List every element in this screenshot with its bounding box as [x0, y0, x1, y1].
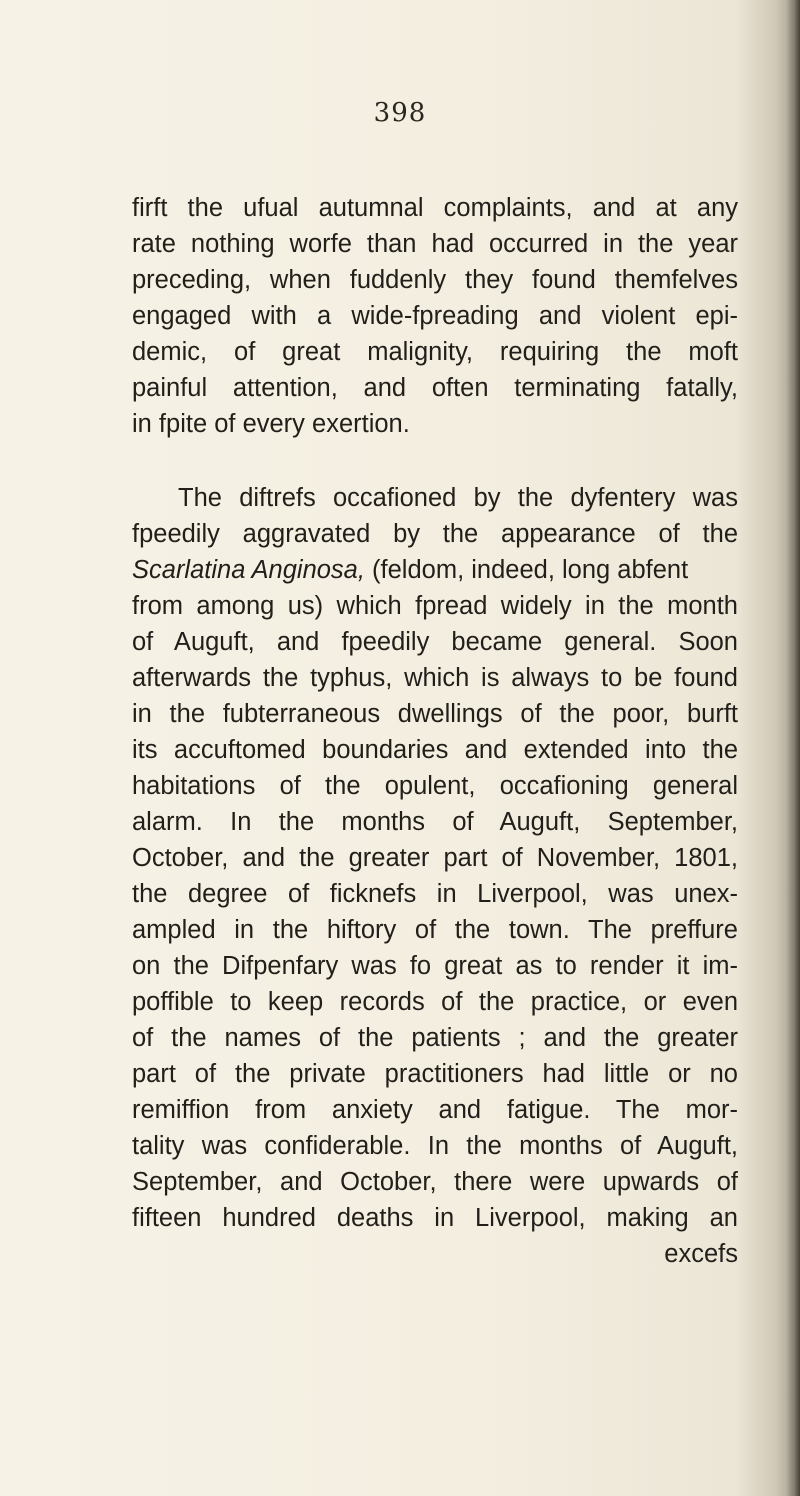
text-line: of the names of the patients ; and the greater — [132, 1024, 738, 1052]
text-span: (feldom, indeed, long abfent — [372, 556, 689, 584]
text-line: remiffion from anxiety and fatigue. The mor- — [132, 1096, 738, 1124]
text-line: firft the ufual autumnal complaints, and at any — [132, 194, 738, 222]
text-line: September, and October, there were upwards of — [132, 1168, 738, 1196]
text-line: part of the private practitioners had little or no — [132, 1060, 738, 1088]
text-line: rate nothing worfe than had occurred in the year — [132, 230, 738, 258]
text-line: the degree of ficknefs in Liverpool, was unex- — [132, 880, 738, 908]
text-line: engaged with a wide-fpreading and violent epi- — [132, 302, 738, 330]
text-line: in fpite of every exertion. — [132, 410, 410, 438]
italic-term: Scarlatina Anginosa, — [132, 556, 365, 584]
text-line: October, and the greater part of November, 1801, — [132, 844, 738, 872]
text-line: its accuftomed boundaries and extended into the — [132, 736, 738, 764]
text-line: demic, of great malignity, requiring the moft — [132, 338, 738, 366]
text-line — [132, 552, 688, 588]
text-line: afterwards the typhus, which is always to be found — [132, 664, 738, 692]
text-line: on the Difpenfary was fo great as to render it im- — [132, 952, 738, 980]
text-line: fpeedily aggravated by the appearance of the — [132, 520, 738, 548]
text-line: tality was confiderable. In the months of Auguft, — [132, 1132, 738, 1160]
text-line: of Auguft, and fpeedily became general. Soon — [132, 628, 738, 656]
page-number: 398 — [373, 98, 427, 128]
text-line: ampled in the hiftory of the town. The preffure — [132, 916, 738, 944]
text-line: The diftrefs occafioned by the dyfentery was — [178, 484, 738, 512]
text-line: fifteen hundred deaths in Liverpool, making an — [132, 1204, 738, 1232]
catchword: excefs — [664, 1240, 738, 1268]
text-line: in the fubterraneous dwellings of the poor, burft — [132, 700, 738, 728]
text-line: poffible to keep records of the practice, or even — [132, 988, 738, 1016]
text-line: alarm. In the months of Auguft, September, — [132, 808, 738, 836]
text-line: painful attention, and often terminating fatally, — [132, 374, 738, 402]
text-line: habitations of the opulent, occafioning general — [132, 772, 738, 800]
page-edge-shadow — [786, 0, 800, 1496]
text-line: preceding, when fuddenly they found themfelves — [132, 266, 738, 294]
text-line: from among us) which fpread widely in the month — [132, 592, 738, 620]
